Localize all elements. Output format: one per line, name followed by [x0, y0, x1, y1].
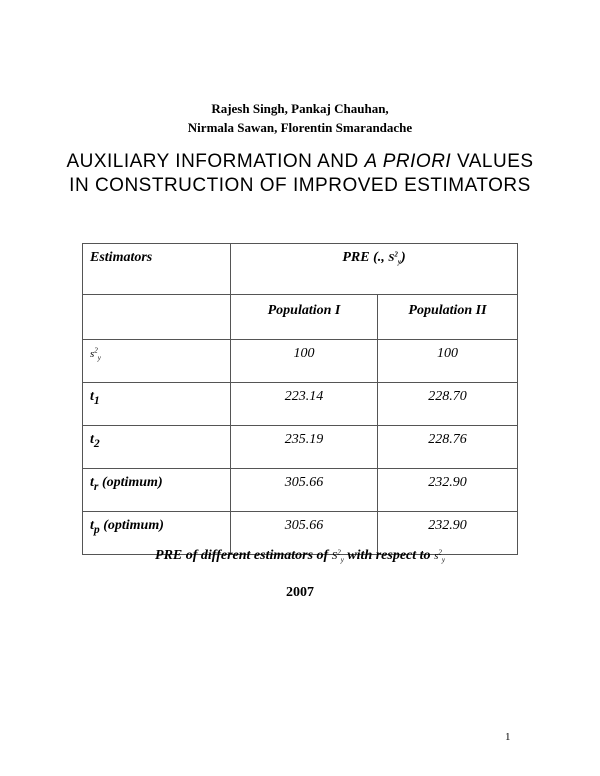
value-population-1: 305.66 [231, 512, 378, 555]
estimator-cell [83, 426, 231, 469]
value-population-2: 228.76 [378, 426, 518, 469]
value-population-1: 223.14 [231, 383, 378, 426]
symbol-base: S [331, 550, 338, 562]
value-population-2: 232.90 [378, 512, 518, 555]
symbol-sub: y [340, 556, 344, 565]
table-row [83, 383, 518, 426]
estimator-base: s [90, 348, 95, 360]
estimator-base: t [90, 518, 94, 533]
estimator-base: t [90, 432, 94, 447]
symbol-sub: y [441, 556, 445, 565]
estimator-symbol [90, 346, 101, 363]
title-part-1: AUXILIARY INFORMATION AND [66, 151, 365, 172]
caption-symbol-2 [434, 548, 445, 565]
header-pre-close: ) [400, 250, 406, 265]
pre-table [82, 243, 518, 555]
caption-part-1: PRE of different estimators of [155, 548, 332, 563]
symbol-sub: y [397, 258, 401, 267]
estimator-sup: 2 [94, 346, 98, 355]
value-population-1: 235.19 [231, 426, 378, 469]
estimator-sub: y [97, 354, 101, 363]
symbol-sup: 2 [337, 548, 341, 557]
estimator-cell [83, 340, 231, 383]
value-population-2: 232.90 [378, 469, 518, 512]
symbol-sup: 2 [438, 548, 442, 557]
subheader-population-1: Population I [231, 295, 378, 340]
authors-line-2: Nirmala Sawan, Florentin Smarandache [187, 120, 413, 135]
title-line-1 [0, 150, 600, 174]
header-pre-label: PRE (., [342, 250, 389, 265]
estimator-suffix: (optimum) [98, 475, 163, 490]
caption-symbol-1 [331, 548, 344, 565]
title-italic-phrase: A PRIORI [364, 151, 452, 172]
estimator-sub: 1 [93, 393, 100, 407]
table-row [83, 426, 518, 469]
document-title [0, 150, 600, 198]
title-part-2: VALUES [451, 151, 534, 172]
caption-part-2: with respect to [343, 548, 435, 563]
symbol-base-lower: s [434, 550, 439, 562]
header-pre [231, 244, 518, 295]
table-header-row [83, 244, 518, 295]
estimator-sub: 2 [93, 436, 100, 450]
authors [0, 99, 600, 137]
table-subheader-row [83, 295, 518, 340]
value-population-1: 305.66 [231, 469, 378, 512]
symbol-base: S [388, 252, 395, 264]
table-row [83, 340, 518, 383]
table-caption [0, 548, 600, 564]
estimator-base: t [90, 475, 94, 490]
estimator-sub: p [93, 522, 100, 536]
estimator-cell [83, 469, 231, 512]
value-population-1: 100 [231, 340, 378, 383]
title-line-2: IN CONSTRUCTION OF IMPROVED ESTIMATORS [69, 175, 531, 196]
header-estimators: Estimators [83, 244, 231, 295]
authors-line-1: Rajesh Singh, Pankaj Chauhan, [211, 101, 389, 116]
estimator-base: t [90, 389, 94, 404]
value-population-2: 228.70 [378, 383, 518, 426]
estimator-suffix: (optimum) [99, 518, 164, 533]
subheader-empty [83, 295, 231, 340]
publication-year: 2007 [286, 585, 314, 600]
subheader-population-2: Population II [378, 295, 518, 340]
table-row [83, 469, 518, 512]
page-number: 1 [505, 731, 511, 743]
header-pre-symbol [388, 250, 401, 267]
estimator-cell [83, 383, 231, 426]
value-population-2: 100 [378, 340, 518, 383]
symbol-sup: 2 [394, 250, 398, 259]
estimator-sub: r [93, 479, 99, 493]
